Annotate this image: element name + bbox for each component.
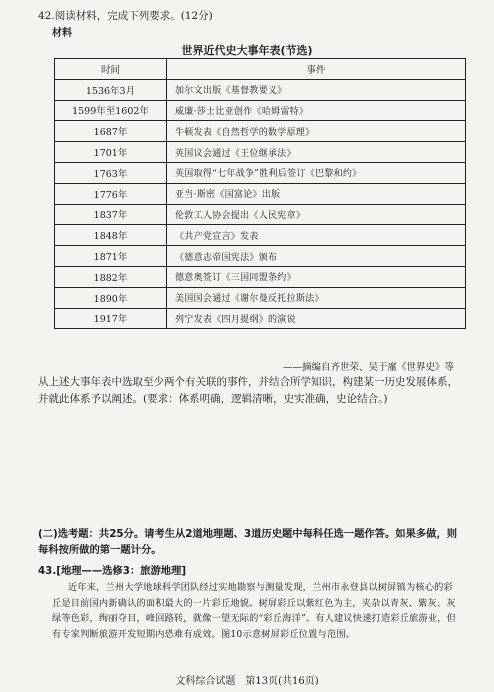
table-row	[55, 183, 466, 204]
row-event: 英国取得“七年战争”胜利后签订《巴黎和约》	[167, 162, 466, 183]
question-42-task: 从上述大事年表中选取至少两个有关联的事件，并结合所学知识，构建某一历史发展体系，并就此体系予以阐述。(要求：体系明确，逻辑清晰，史实准确，史论结合。)	[38, 376, 458, 405]
table-row	[55, 100, 466, 121]
row-event: 《共产党宣言》发表	[167, 225, 466, 246]
table-row	[55, 287, 466, 308]
row-event: 美国国会通过《谢尔曼反托拉斯法》	[167, 287, 466, 308]
row-time: 1701年	[55, 142, 167, 163]
row-event: 威廉·莎士比亚创作《哈姆雷特》	[167, 100, 466, 121]
row-time: 1687年	[55, 121, 167, 142]
section-2-instructions: (二)选考题：共25分。请考生从2道地理题、3道历史题中每科任选一题作答。如果多做，则每科按所做的第一题计分。	[38, 528, 458, 556]
question-42-heading: 42.阅读材料，完成下列要求。(12分)	[38, 10, 213, 22]
source-citation: ——摘编自齐世荣、吴于廑《世界史》等	[282, 362, 454, 373]
table-title: 世界近代史大事年表(节选)	[181, 44, 313, 57]
row-time: 1536年3月	[55, 79, 167, 100]
row-time: 1890年	[55, 287, 167, 308]
row-time: 1848年	[55, 225, 167, 246]
page-footer: 文科综合试题 第13页(共16页)	[175, 676, 319, 687]
row-event: 《德意志帝国宪法》颁布	[167, 246, 466, 267]
row-event: 亚当·斯密《国富论》出版	[167, 183, 466, 204]
table-row	[55, 121, 466, 142]
row-time: 1917年	[55, 308, 167, 329]
row-time: 1837年	[55, 204, 167, 225]
table-row	[55, 266, 466, 287]
table-row	[55, 79, 466, 100]
events-table	[54, 58, 466, 329]
row-time: 1599年至1602年	[55, 100, 167, 121]
row-time: 1776年	[55, 183, 167, 204]
row-event: 牛顿发表《自然哲学的数学原理》	[167, 121, 466, 142]
table-row	[55, 225, 466, 246]
table-row	[55, 308, 466, 329]
table-row	[55, 162, 466, 183]
row-event: 德意奥签订《三国同盟条约》	[167, 266, 466, 287]
col-event-header: 事件	[167, 59, 466, 80]
table-row	[55, 246, 466, 267]
table-row	[55, 204, 466, 225]
col-time-header: 时间	[55, 59, 167, 80]
table-row	[55, 142, 466, 163]
row-time: 1871年	[55, 246, 167, 267]
row-event: 加尔文出版《基督教要义》	[167, 79, 466, 100]
row-event: 英国议会通过《王位继承法》	[167, 142, 466, 163]
question-43-heading: 43.[地理——选修3：旅游地理]	[38, 565, 187, 577]
row-time: 1763年	[55, 162, 167, 183]
row-event: 列宁发表《四月提纲》的演说	[167, 308, 466, 329]
material-label: 材料	[52, 28, 72, 39]
question-43-text: 近年来，兰州大学地球科学团队经过实地勘察与测量发现，兰州市永登县以树屏镇为核心的彩丘是目前国内新确认的面积最大的一片彩丘地貌。树屏彩丘以紫红色为主，夹杂以青灰、紫灰、灰绿等色彩，绚丽夺目，峰回路转，就像一望无际的“彩丘海洋”。有人建议快速打造彩丘旅游业，但有专家判断旅游开发短期内恐难有成效。图10示意树屏彩丘位置与范围。	[52, 582, 457, 640]
row-event: 伦敦工人协会提出《人民宪章》	[167, 204, 466, 225]
table-header-row	[55, 59, 466, 80]
row-time: 1882年	[55, 266, 167, 287]
